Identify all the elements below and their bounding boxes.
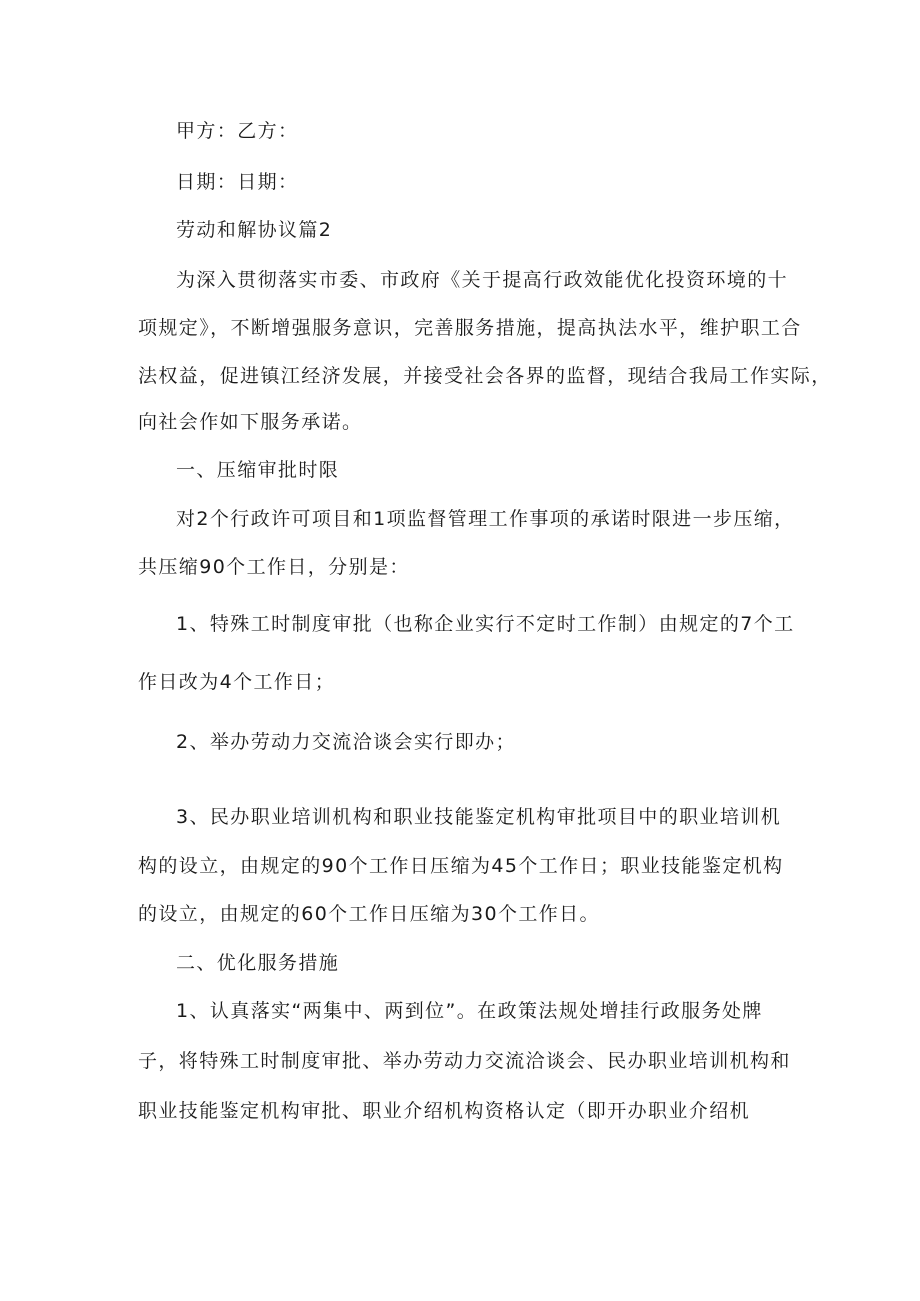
- section1-para-line-2: 共压缩90个工作日，分别是：: [138, 556, 410, 578]
- section1-item1-line-2: 作日改为4个工作日；: [138, 671, 336, 693]
- signature-dates: 日期：日期：: [176, 171, 299, 193]
- signature-parties: 甲方：乙方：: [176, 120, 299, 142]
- section1-item3-line-1: 3、民办职业培训机构和职业技能鉴定机构审批项目中的职业培训机: [176, 806, 782, 828]
- intro-line-2: 项规定》，不断增强服务意识，完善服务措施，提高执法水平，维护职工合: [138, 317, 802, 339]
- intro-line-1: 为深入贯彻落实市委、市政府《关于提高行政效能优化投资环境的十: [176, 269, 789, 291]
- section1-item3-line-2: 构的设立，由规定的90个工作日压缩为45个工作日；职业技能鉴定机构: [138, 855, 784, 877]
- section2-heading: 二、优化服务措施: [176, 952, 340, 974]
- section1-item3-line-3: 的设立，由规定的60个工作日压缩为30个工作日。: [138, 903, 600, 925]
- section2-item1-line-3: 职业技能鉴定机构审批、职业介绍机构资格认定（即开办职业介绍机: [138, 1100, 751, 1122]
- section1-item1-line-1: 1、特殊工时制度审批（也称企业实行不定时工作制）由规定的7个工: [176, 613, 795, 635]
- section1-para-line-1: 对2个行政许可项目和1项监督管理工作事项的承诺时限进一步压缩，: [176, 508, 795, 530]
- section2-item1-line-2: 子，将特殊工时制度审批、举办劳动力交流洽谈会、民办职业培训机构和: [138, 1050, 791, 1072]
- section1-item2: 2、举办劳动力交流洽谈会实行即办；: [176, 731, 516, 753]
- article-title: 劳动和解协议篇2: [176, 219, 333, 241]
- section1-heading: 一、压缩审批时限: [176, 459, 340, 481]
- section2-item1-line-1: 1、认真落实“两集中、两到位”。在政策法规处增挂行政服务处牌: [176, 1000, 763, 1022]
- intro-line-4: 向社会作如下服务承诺。: [138, 411, 363, 433]
- intro-line-3: 法权益，促进镇江经济发展，并接受社会各界的监督，现结合我局工作实际，: [138, 365, 832, 387]
